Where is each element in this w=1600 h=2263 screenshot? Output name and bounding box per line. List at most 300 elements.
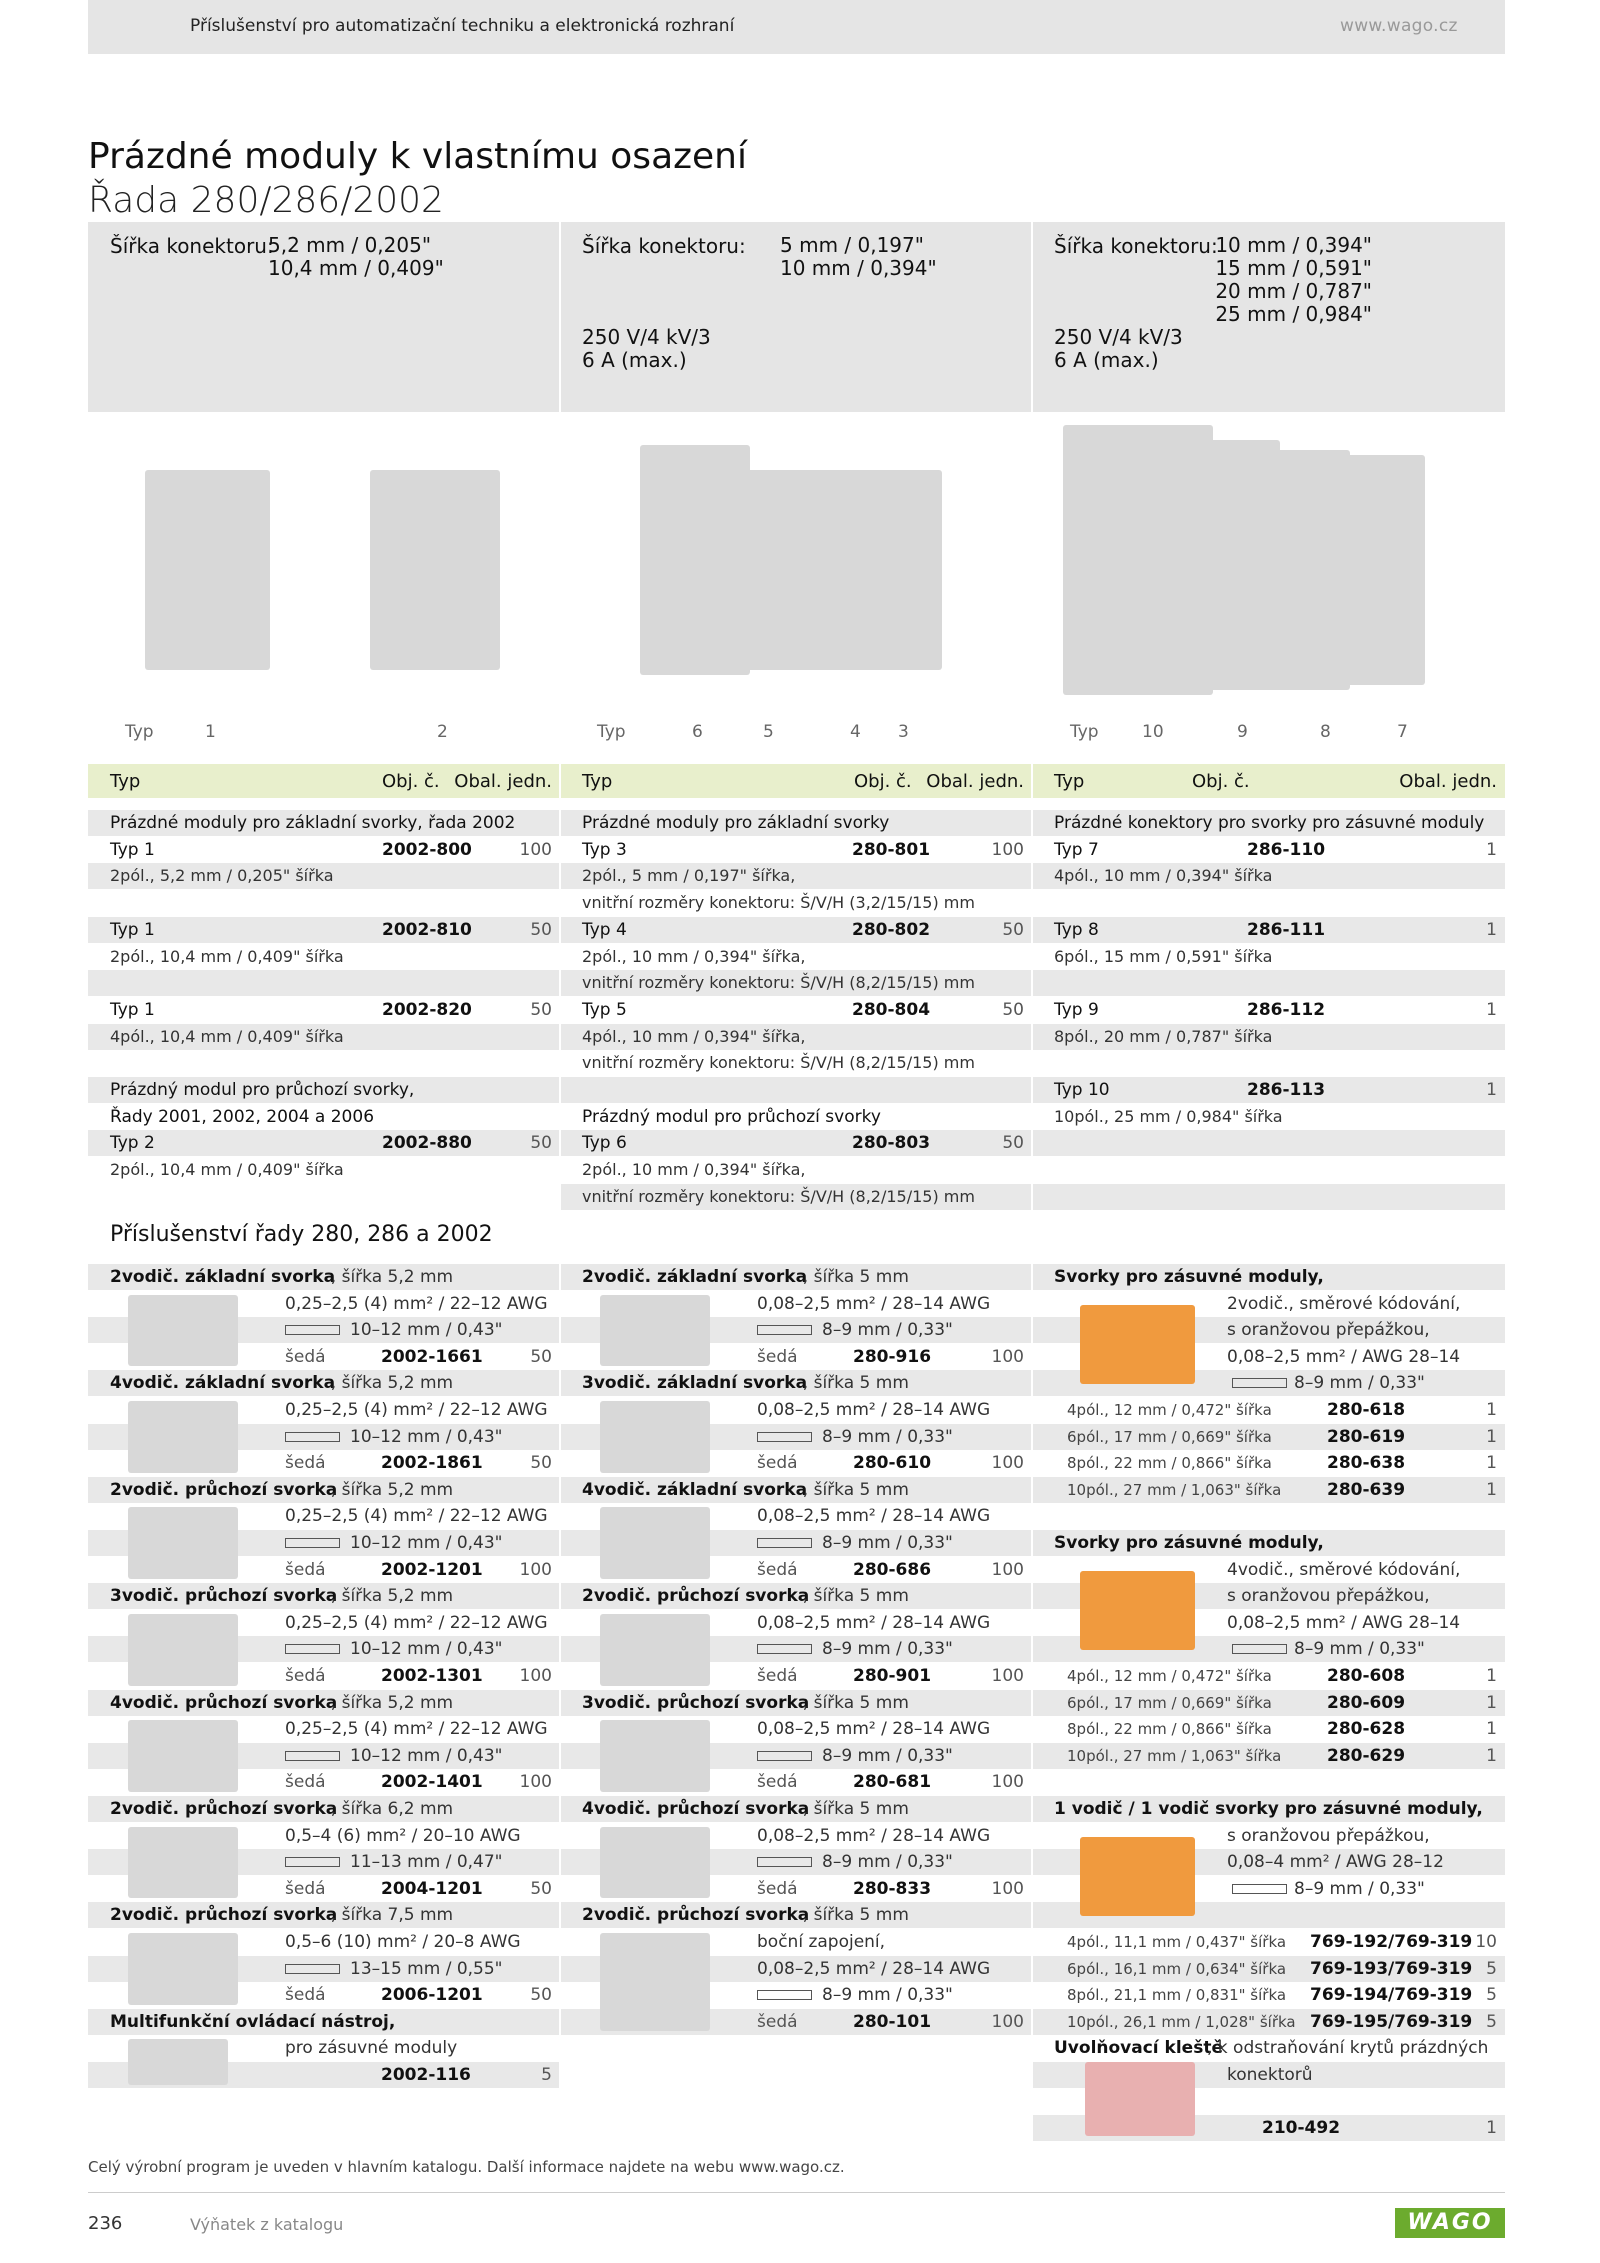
pack-unit: 50: [530, 919, 552, 940]
type-number: 8: [1320, 722, 1331, 742]
row-text: Prázdné konektory pro svorky pro zásuvné moduly: [1054, 813, 1485, 833]
order-number: 280-638: [1327, 1453, 1406, 1474]
order-number: 280-629: [1327, 1745, 1406, 1766]
row-text: 10pól., 25 mm / 0,984" šířka: [1054, 1106, 1283, 1126]
type-label: Typ: [125, 722, 154, 742]
order-number: 769-192/769-319: [1310, 1932, 1473, 1952]
acc-spec: 0,08–2,5 mm² / 28–14 AWG: [757, 1825, 991, 1846]
table-row: [560, 944, 1032, 970]
acc-title: 3vodič. průchozí svorka: [110, 1586, 338, 1607]
acc-width: , šířka 5,2 mm: [330, 1692, 454, 1713]
order-number: 280-804: [852, 999, 931, 1020]
pack-unit: 100: [991, 2011, 1024, 2032]
acc-spec: 0,08–2,5 mm² / 28–14 AWG: [757, 1612, 991, 1633]
type-number: 9: [1237, 722, 1248, 742]
table-row: [1032, 997, 1505, 1023]
plug-row: [1032, 1982, 1505, 2008]
order-number: 769-193/769-319: [1310, 1958, 1473, 1979]
pack-unit: 1: [1486, 919, 1497, 940]
order-number: 2002-1201: [381, 1559, 483, 1580]
order-number: 2002-1861: [381, 1453, 483, 1474]
plug-title: Svorky pro zásuvné moduly,: [1054, 1533, 1324, 1553]
row-text: Typ 1: [110, 839, 155, 860]
strip-length: 8–9 mm / 0,33": [1294, 1639, 1425, 1660]
pack-unit: 100: [991, 1453, 1024, 1474]
plug-row: [1032, 1264, 1505, 1290]
acc-width: , šířka 5 mm: [802, 1586, 909, 1607]
acc-title: 4vodič. základní svorka: [582, 1479, 808, 1500]
pliers-photo: [1085, 2062, 1195, 2136]
type-number: 10: [1142, 722, 1164, 742]
acc-row: [560, 1902, 1032, 1928]
table-row: [1032, 1130, 1505, 1156]
header-obal: Obal. jedn.: [926, 771, 1024, 792]
spec-current: 6 A (max.): [582, 348, 687, 372]
plug-size: 6pól., 16,1 mm / 0,634" šířka: [1067, 1959, 1287, 1978]
pliers-title: Uvolňovací kleště: [1054, 2038, 1223, 2059]
plug-spec: s oranžovou přepážkou,: [1227, 1320, 1430, 1341]
table-row: [88, 863, 560, 889]
spec-values: 5,2 mm / 0,205" 10,4 mm / 0,409": [268, 233, 444, 280]
acc-color: šedá: [285, 1346, 326, 1367]
acc-row: [88, 1264, 560, 1290]
column-separator: [1031, 222, 1033, 2152]
table-row: [560, 1130, 1032, 1156]
row-text: Typ 3: [582, 839, 627, 860]
pack-unit: 100: [519, 839, 552, 860]
strip-length: 8–9 mm / 0,33": [822, 1852, 953, 1873]
acc-width: , šířka 5 mm: [802, 1479, 909, 1500]
table-row: [88, 810, 560, 836]
order-number: 280-639: [1327, 1479, 1406, 1500]
row-text: Typ 7: [1054, 839, 1099, 860]
type-number: 7: [1397, 722, 1408, 742]
module-photo: [145, 470, 270, 670]
row-text: vnitřní rozměry konektoru: Š/V/H (8,2/15/15) mm: [582, 1186, 975, 1206]
table-row: [1032, 1157, 1505, 1183]
row-text: Typ 5: [582, 999, 627, 1020]
order-number: 280-916: [853, 1346, 932, 1367]
order-number: 280-803: [852, 1133, 931, 1154]
footer-note: Celý výrobní program je uveden v hlavním katalogu. Další informace najdete na webu www.wago.cz.: [88, 2158, 845, 2176]
row-text: vnitřní rozměry konektoru: Š/V/H (8,2/15/15) mm: [582, 1053, 975, 1073]
pack-unit: 50: [530, 1878, 552, 1899]
acc-color: šedá: [285, 1772, 326, 1793]
plug-row: [1032, 1690, 1505, 1716]
pliers-row: [1032, 2035, 1505, 2061]
acc-row: [560, 1690, 1032, 1716]
order-number: 286-111: [1247, 919, 1326, 940]
pack-unit: 5: [1486, 1958, 1497, 1979]
row-text: Typ 10: [1054, 1080, 1110, 1100]
acc-width: , šířka 5,2 mm: [330, 1586, 454, 1607]
order-number: 280-681: [853, 1772, 932, 1793]
row-text: 8pól., 20 mm / 0,787" šířka: [1054, 1026, 1273, 1046]
pack-unit: 50: [530, 1985, 552, 2006]
type-number: 6: [692, 722, 703, 742]
acc-row: [88, 1370, 560, 1396]
header-title: Příslušenství pro automatizační techniku a elektronická rozhraní: [190, 16, 735, 36]
spec-label: Šířka konektoru:: [582, 234, 746, 258]
page-title: Prázdné moduly k vlastnímu osazení: [88, 136, 747, 177]
acc-color: šedá: [285, 1559, 326, 1580]
acc-color: šedá: [285, 1666, 326, 1686]
table-row: [1032, 890, 1505, 916]
row-text: 4pól., 10,4 mm / 0,409" šířka: [110, 1026, 344, 1046]
strip-length-icon: [285, 1325, 340, 1335]
order-number: 2002-820: [382, 999, 472, 1020]
acc-spec: 0,25–2,5 (4) mm² / 22–12 AWG: [285, 1719, 548, 1740]
pack-unit: 1: [1486, 1479, 1497, 1500]
plug-row: [1032, 1716, 1505, 1742]
strip-length: 10–12 mm / 0,43": [350, 1533, 503, 1553]
order-number: 280-619: [1327, 1426, 1406, 1447]
strip-length-icon: [757, 1538, 812, 1548]
acc-color: šedá: [757, 1772, 798, 1793]
table-header: [88, 764, 560, 798]
plug-terminal-photo: [1080, 1837, 1195, 1917]
row-text: Typ 6: [582, 1133, 627, 1154]
pack-unit: 1: [1486, 1719, 1497, 1740]
table-row: [88, 837, 560, 863]
order-number: 280-609: [1327, 1692, 1406, 1713]
plug-terminal-photo: [1080, 1571, 1195, 1651]
acc-width: , šířka 5 mm: [802, 1799, 909, 1819]
pack-unit: 5: [1486, 2011, 1497, 2032]
table-row: [88, 1024, 560, 1050]
row-text: 4pól., 10 mm / 0,394" šířka,: [582, 1026, 806, 1046]
module-photo: [370, 470, 500, 670]
pack-unit: 1: [1486, 1453, 1497, 1474]
pack-unit: 100: [991, 1346, 1024, 1367]
pack-unit: 50: [1002, 1133, 1024, 1154]
table-row: [1032, 1104, 1505, 1130]
order-number: 286-110: [1247, 839, 1326, 860]
strip-length-icon: [285, 1751, 340, 1761]
acc-title: 4vodič. základní svorka: [110, 1373, 336, 1394]
acc-title: 2vodič. průchozí svorka: [582, 1586, 810, 1607]
pack-unit: 1: [1486, 1666, 1497, 1686]
order-number: 280-801: [852, 839, 931, 860]
table-row: [560, 1024, 1032, 1050]
pack-unit: 100: [991, 1666, 1024, 1686]
plug-title: Svorky pro zásuvné moduly,: [1054, 1267, 1324, 1287]
acc-color: šedá: [285, 1453, 326, 1474]
plug-size: 10pól., 27 mm / 1,063" šířka: [1067, 1480, 1282, 1499]
table-row: [560, 970, 1032, 996]
header-obj: Obj. č.: [854, 771, 912, 792]
pack-unit: 1: [1486, 999, 1497, 1020]
order-number: 2006-1201: [381, 1985, 483, 2006]
plug-spec: 0,08–2,5 mm² / AWG 28–14: [1227, 1346, 1461, 1367]
plug-size: 8pól., 22 mm / 0,866" šířka: [1067, 1454, 1272, 1473]
catalog-label: Výňatek z katalogu: [190, 2215, 344, 2234]
acc-title: 3vodič. základní svorka: [582, 1373, 808, 1394]
strip-length: 10–12 mm / 0,43": [350, 1639, 503, 1660]
plug-terminal-photo: [1080, 1305, 1195, 1385]
table-header: [1032, 764, 1505, 798]
acc-color: šedá: [757, 1453, 798, 1474]
pack-unit: 5: [541, 2065, 552, 2085]
table-row: [88, 997, 560, 1023]
acc-width: , šířka 6,2 mm: [330, 1799, 454, 1819]
strip-length-icon: [285, 1432, 340, 1442]
order-number: 2004-1201: [381, 1878, 483, 1899]
table-row: [88, 1104, 560, 1130]
spec-values: 10 mm / 0,394" 15 mm / 0,591" 20 mm / 0,787" 25 mm / 0,984": [1215, 233, 1372, 326]
tool-text: Multifunkční ovládací nástroj,: [110, 2011, 396, 2032]
row-text: 6pól., 15 mm / 0,591" šířka: [1054, 946, 1273, 966]
row-text: Prázdné moduly pro základní svorky: [582, 813, 890, 833]
acc-color: šedá: [285, 1878, 326, 1899]
order-number: 286-113: [1247, 1080, 1326, 1100]
order-number: 2002-880: [382, 1133, 472, 1154]
table-row: [560, 863, 1032, 889]
plug-spec: 0,08–4 mm² / AWG 28–12: [1227, 1852, 1444, 1873]
order-number: 210-492: [1262, 2118, 1341, 2139]
pliers-desc: , k odstraňování krytů prázdných: [1207, 2038, 1489, 2059]
column-separator: [559, 222, 561, 2152]
strip-length: 8–9 mm / 0,33": [1294, 1373, 1425, 1394]
plug-size: 6pól., 17 mm / 0,669" šířka: [1067, 1427, 1272, 1446]
acc-title: 2vodič. průchozí svorka: [110, 1905, 338, 1926]
row-text: vnitřní rozměry konektoru: Š/V/H (8,2/15/15) mm: [582, 973, 975, 993]
table-header: [560, 764, 1032, 798]
pack-unit: 5: [1486, 1985, 1497, 2006]
strip-length: 8–9 mm / 0,33": [822, 1320, 953, 1341]
table-row: [560, 810, 1032, 836]
order-number: 280-686: [853, 1559, 932, 1580]
table-row: [560, 837, 1032, 863]
table-row: [560, 1104, 1032, 1130]
row-text: Řady 2001, 2002, 2004 a 2006: [110, 1106, 375, 1127]
acc-row: [88, 1690, 560, 1716]
acc-width: , šířka 5,2 mm: [330, 1373, 454, 1394]
page-number: 236: [88, 2213, 123, 2234]
module-photo: [1335, 455, 1425, 685]
pack-unit: 1: [1486, 839, 1497, 860]
order-number: 280-610: [853, 1453, 932, 1474]
pack-unit: 1: [1486, 1426, 1497, 1447]
strip-length: 10–12 mm / 0,43": [350, 1745, 503, 1766]
terminal-photo: [128, 1720, 238, 1792]
strip-length: 8–9 mm / 0,33": [822, 1533, 953, 1553]
strip-length: 10–12 mm / 0,43": [350, 1320, 503, 1341]
acc-title: 4vodič. průchozí svorka: [110, 1692, 338, 1713]
pack-unit: 1: [1486, 1400, 1497, 1420]
acc-title: 2vodič. průchozí svorka: [110, 1479, 338, 1500]
acc-width: , šířka 5 mm: [802, 1373, 909, 1394]
acc-spec: 0,25–2,5 (4) mm² / 22–12 AWG: [285, 1506, 548, 1527]
strip-length: 8–9 mm / 0,33": [822, 1745, 953, 1766]
plug-spec: 4vodič., směrové kódování,: [1227, 1559, 1461, 1580]
header-url[interactable]: www.wago.cz: [1340, 16, 1458, 36]
type-number: 5: [763, 722, 774, 742]
row-text: Typ 1: [110, 999, 155, 1020]
type-number: 4: [850, 722, 861, 742]
strip-length-icon: [285, 1644, 340, 1654]
plug-row: [1032, 1450, 1505, 1476]
terminal-photo: [600, 1295, 710, 1367]
acc-width: , šířka 5 mm: [802, 1905, 909, 1926]
terminal-photo: [600, 1401, 710, 1473]
spec-voltage: 250 V/4 kV/3: [582, 325, 711, 349]
strip-length-icon: [757, 1990, 812, 2000]
footer-divider: [88, 2192, 1505, 2193]
order-number: 280-901: [853, 1666, 932, 1686]
pack-unit: 100: [519, 1666, 552, 1686]
strip-length: 8–9 mm / 0,33": [822, 1639, 953, 1660]
spec-voltage: 250 V/4 kV/3: [1054, 325, 1183, 349]
table-row: [1032, 1077, 1505, 1103]
plug-row: [1032, 1530, 1505, 1556]
acc-title: 2vodič. základní svorka: [582, 1267, 808, 1287]
spec-values: 5 mm / 0,197" 10 mm / 0,394": [780, 233, 937, 280]
plug-row: [1032, 2009, 1505, 2035]
acc-color: šedá: [285, 1985, 326, 2006]
table-row: [1032, 863, 1505, 889]
strip-length-icon: [757, 1325, 812, 1335]
plug-row: [1032, 1397, 1505, 1423]
pliers-desc2: konektorů: [1227, 2065, 1313, 2085]
pack-unit: 50: [530, 999, 552, 1020]
strip-length: 10–12 mm / 0,43": [350, 1426, 503, 1447]
pack-unit: 100: [519, 1559, 552, 1580]
type-number: 1: [205, 722, 216, 742]
pack-unit: 1: [1486, 1745, 1497, 1766]
plug-spec: 2vodič., směrové kódování,: [1227, 1293, 1461, 1314]
spec-label: Šířka konektoru:: [110, 234, 274, 258]
pack-unit: 50: [530, 1133, 552, 1154]
plug-spec: 0,08–2,5 mm² / AWG 28–14: [1227, 1612, 1461, 1633]
strip-length-icon: [285, 1857, 340, 1867]
table-row: [560, 1157, 1032, 1183]
row-text: Typ 4: [582, 919, 627, 940]
pack-unit: 50: [1002, 999, 1024, 1020]
terminal-photo: [600, 1827, 710, 1899]
plug-row: [1032, 1796, 1505, 1822]
tool-text: pro zásuvné moduly: [285, 2038, 458, 2059]
row-text: 2pól., 5,2 mm / 0,205" šířka: [110, 866, 334, 886]
acc-spec: 0,08–2,5 mm² / 28–14 AWG: [757, 1293, 991, 1314]
acc-width: , šířka 5,2 mm: [330, 1267, 454, 1287]
order-number: 280-618: [1327, 1400, 1406, 1420]
row-text: 2pól., 10 mm / 0,394" šířka,: [582, 1160, 806, 1180]
acc-title: 2vodič. základní svorka: [110, 1267, 336, 1287]
terminal-photo: [128, 1507, 238, 1579]
strip-length-icon: [757, 1751, 812, 1761]
terminal-photo: [128, 1295, 238, 1367]
table-row: [560, 1184, 1032, 1210]
row-text: 2pól., 10,4 mm / 0,409" šířka: [110, 946, 344, 966]
table-row: [1032, 917, 1505, 943]
acc-title: 3vodič. průchozí svorka: [582, 1692, 810, 1713]
order-number: 2002-116: [381, 2065, 471, 2085]
acc-color: šedá: [757, 1878, 798, 1899]
row-text: Typ 2: [110, 1133, 155, 1154]
row-text: Typ 8: [1054, 919, 1099, 940]
accessories-title: Příslušenství řady 280, 286 a 2002: [110, 1222, 493, 1247]
table-row: [560, 890, 1032, 916]
terminal-photo: [128, 1827, 238, 1899]
acc-spec: 0,25–2,5 (4) mm² / 22–12 AWG: [285, 1612, 548, 1633]
table-row: [1032, 1050, 1505, 1076]
table-row: [1032, 1184, 1505, 1210]
pack-unit: 100: [519, 1772, 552, 1793]
table-row: [88, 944, 560, 970]
wago-logo: WAGO: [1395, 2208, 1505, 2238]
pack-unit: 1: [1486, 2118, 1497, 2139]
acc-color: šedá: [757, 1666, 798, 1686]
acc-spec: 0,5–4 (6) mm² / 20–10 AWG: [285, 1825, 521, 1846]
strip-length-icon: [1232, 1644, 1287, 1654]
table-row: [88, 970, 560, 996]
strip-length-icon: [285, 1538, 340, 1548]
pack-unit: 50: [530, 1453, 552, 1474]
plug-row: [1032, 1956, 1505, 1982]
row-text: 2pól., 10 mm / 0,394" šířka,: [582, 946, 806, 966]
table-row: [88, 1050, 560, 1076]
acc-spec: 0,08–2,5 mm² / 28–14 AWG: [757, 1958, 991, 1979]
acc-row: [560, 1370, 1032, 1396]
terminal-photo: [600, 1614, 710, 1686]
strip-length-icon: [1232, 1378, 1287, 1388]
pack-unit: 1: [1486, 1080, 1497, 1100]
plug-size: 10pól., 27 mm / 1,063" šířka: [1067, 1746, 1282, 1765]
terminal-photo: [128, 1933, 238, 2005]
plug-spec: s oranžovou přepážkou,: [1227, 1586, 1430, 1607]
strip-length-icon: [757, 1432, 812, 1442]
strip-length-icon: [757, 1644, 812, 1654]
pack-unit: 50: [1002, 919, 1024, 940]
acc-row: [88, 1796, 560, 1822]
terminal-photo: [600, 1720, 710, 1792]
strip-length: 13–15 mm / 0,55": [350, 1958, 503, 1979]
row-text: 4pól., 10 mm / 0,394" šířka: [1054, 866, 1273, 886]
row-text: Prázdný modul pro průchozí svorky,: [110, 1080, 415, 1100]
row-text: vnitřní rozměry konektoru: Š/V/H (3,2/15/15) mm: [582, 893, 975, 913]
table-row: [1032, 810, 1505, 836]
order-number: 2002-1401: [381, 1772, 483, 1793]
type-label: Typ: [1070, 722, 1099, 742]
terminal-photo: [128, 1614, 238, 1686]
table-row: [560, 1050, 1032, 1076]
order-number: 2002-1301: [381, 1666, 483, 1686]
acc-title: 2vodič. průchozí svorka: [582, 1905, 810, 1926]
acc-width: , šířka 7,5 mm: [330, 1905, 454, 1926]
pack-unit: 50: [530, 1346, 552, 1367]
plug-size: 8pól., 21,1 mm / 0,831" šířka: [1067, 1986, 1287, 2005]
terminal-photo: [600, 1933, 710, 2031]
row-text: Prázdné moduly pro základní svorky, řada 2002: [110, 813, 516, 833]
order-number: 280-608: [1327, 1666, 1406, 1686]
type-label: Typ: [597, 722, 626, 742]
header-obal: Obal. jedn.: [454, 771, 552, 792]
acc-spec: 0,08–2,5 mm² / 28–14 AWG: [757, 1506, 991, 1527]
acc-row: [560, 1796, 1032, 1822]
pack-unit: 1: [1486, 1692, 1497, 1713]
acc-width: , šířka 5 mm: [802, 1267, 909, 1287]
strip-length-icon: [757, 1857, 812, 1867]
order-number: 769-195/769-319: [1310, 2011, 1473, 2032]
strip-length: 11–13 mm / 0,47": [350, 1852, 503, 1873]
acc-spec: 0,5–6 (10) mm² / 20–8 AWG: [285, 1932, 521, 1952]
plug-size: 4pól., 12 mm / 0,472" šířka: [1067, 1667, 1272, 1685]
pack-unit: 100: [991, 1772, 1024, 1793]
order-number: 2002-810: [382, 919, 472, 940]
header-type: Typ: [582, 771, 613, 792]
plug-size: 8pól., 22 mm / 0,866" šířka: [1067, 1720, 1272, 1739]
